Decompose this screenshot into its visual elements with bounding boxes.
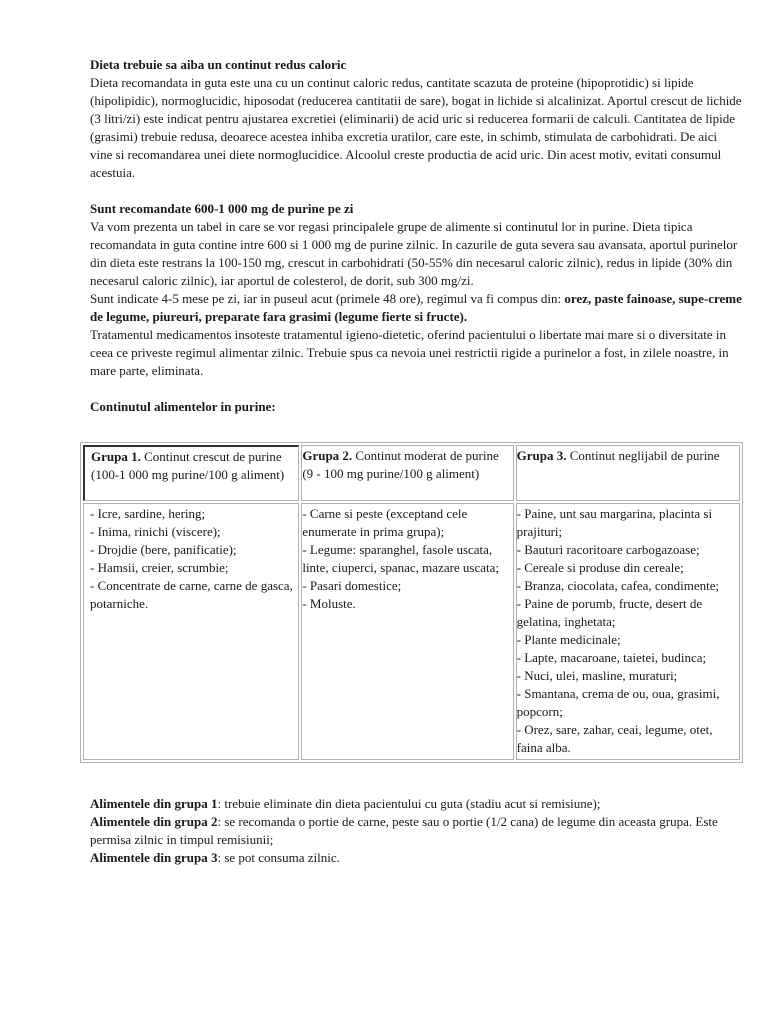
list-item: - Smantana, crema de ou, oua, grasimi, popcorn; — [516, 686, 720, 719]
list-item: - Orez, sare, zahar, ceai, legume, otet, faina alba. — [516, 722, 713, 755]
recommendation-group-2: Alimentele din grupa 2: se recomanda o portie de carne, peste sau o portie (1/2 cana) de legume din aceasta grupa. Este permisa zilnic in timpul remisiunii; — [90, 814, 718, 847]
list-item: - Cereale si produse din cereale; — [516, 560, 684, 575]
purine-groups-table — [80, 442, 743, 763]
section-purine-dose — [90, 200, 742, 380]
group-2-items — [301, 503, 513, 760]
document-body — [90, 56, 742, 416]
table-header-row — [83, 445, 740, 501]
group-3-header: Grupa 3. Continut neglijabil de purine — [516, 445, 740, 501]
section-heading-caloric: Dieta trebuie sa aiba un continut redus caloric — [90, 57, 347, 72]
paragraph-caloric: Dieta recomandata in guta este una cu un continut caloric redus, cantitate scazuta de proteine (hipoprotidic) si lipide (hipolipidic), normoglucidic, hiposodat (reducerea cantitatii de sare), bogat in lichide si alcalinizat. Aportul crescut de lichide (3 litri/zi) este indicat pentru ajustarea excretiei (eliminarii) de acid uric si reducerea formarii de calculi. Cantitatea de lipide (grasimi) trebuie redusa, deoarece acestea inhiba excretia uratilor, care este, in schimb, stimulata de carbohidrati. De aici vine si recomandarea unei diete normoglucidice. Alcoolul creste productia de acid uric. Din acest motiv, evitati consumul acestuia. — [90, 75, 742, 180]
list-item: - Legume: sparanghel, fasole uscata, linte, ciuperci, spanac, mazare uscata; — [302, 542, 500, 575]
list-item: - Inima, rinichi (viscere); — [90, 524, 221, 539]
list-item: - Branza, ciocolata, cafea, condimente; — [516, 578, 720, 593]
list-item: - Bauturi racoritoare carbogazoase; — [516, 542, 700, 557]
list-item: - Moluste. — [302, 596, 356, 611]
group-2-header: Grupa 2. Continut moderat de purine (9 - 100 mg purine/100 g aliment) — [301, 445, 513, 501]
paragraph-treatment: Tratamentul medicamentos insoteste tratamentul igieno-dietetic, oferind pacientului o libertate mai mare si o diversitate in ceea ce priveste regimul alimentar zilnic. Trebuie spus ca nevoia unei restrictii rigide a purinelor a fost, in zilele noastre, in mare parte, eliminata. — [90, 327, 729, 378]
meal-list-bold: orez, paste fainoase, supe-creme de legume, piureuri, preparate fara grasimi (legume fierte si fructe). — [90, 291, 742, 324]
paragraph-table-intro: Va vom prezenta un tabel in care se vor regasi principalele grupe de alimente si continutul lor in purine. Dieta tipica recomandata in guta contine intre 600 si 1 000 mg de purine zilnic. In cazurile de guta severa sau avansata, aportul purinelor din dieta este restrans la 100-150 mg, crescut in carbohidrati (50-55% din necesarul caloric zilnic), redus in lipide (30% din necesarul caloric zilnic), iar aportul de colesterol, de dorit, sub 300 mg/zi. — [90, 219, 738, 288]
section-caloric — [90, 56, 742, 182]
list-item: - Lapte, macaroane, taietei, budinca; — [516, 650, 707, 665]
recommendation-group-3: Alimentele din grupa 3: se pot consuma zilnic. — [90, 850, 340, 865]
table-row — [83, 503, 740, 760]
list-item: - Hamsii, creier, scrumbie; — [90, 560, 229, 575]
list-item: - Paine de porumb, fructe, desert de gelatina, inghetata; — [516, 596, 703, 629]
list-item: - Paine, unt sau margarina, placinta si prajituri; — [516, 506, 713, 539]
section-heading-purine-content: Continutul alimentelor in purine: — [90, 399, 276, 414]
group-1-header: Grupa 1. Continut crescut de purine (100-1 000 mg purine/100 g aliment) — [83, 445, 299, 501]
paragraph-meals: Sunt indicate 4-5 mese pe zi, iar in puseul acut (primele 48 ore), regimul va fi compus din: orez, paste fainoase, supe-creme de legume, piureuri, preparate fara grasimi (legume fierte si fructe). — [90, 291, 742, 324]
list-item: - Plante medicinale; — [516, 632, 621, 647]
list-item: - Drojdie (bere, panificatie); — [90, 542, 237, 557]
recommendation-group-1: Alimentele din grupa 1: trebuie eliminate din dieta pacientului cu guta (stadiu acut si remisiune); — [90, 796, 601, 811]
group-1-items — [83, 503, 299, 760]
section-heading-purine-dose: Sunt recomandate 600-1 000 mg de purine pe zi — [90, 201, 354, 216]
group-recommendations — [90, 795, 742, 867]
list-item: - Pasari domestice; — [302, 578, 402, 593]
list-item: - Nuci, ulei, masline, muraturi; — [516, 668, 678, 683]
list-item: - Concentrate de carne, carne de gasca, potarniche. — [90, 578, 293, 611]
group-3-items — [516, 503, 740, 760]
list-item: - Carne si peste (exceptand cele enumerate in prima grupa); — [302, 506, 468, 539]
list-item: - Icre, sardine, hering; — [90, 506, 206, 521]
